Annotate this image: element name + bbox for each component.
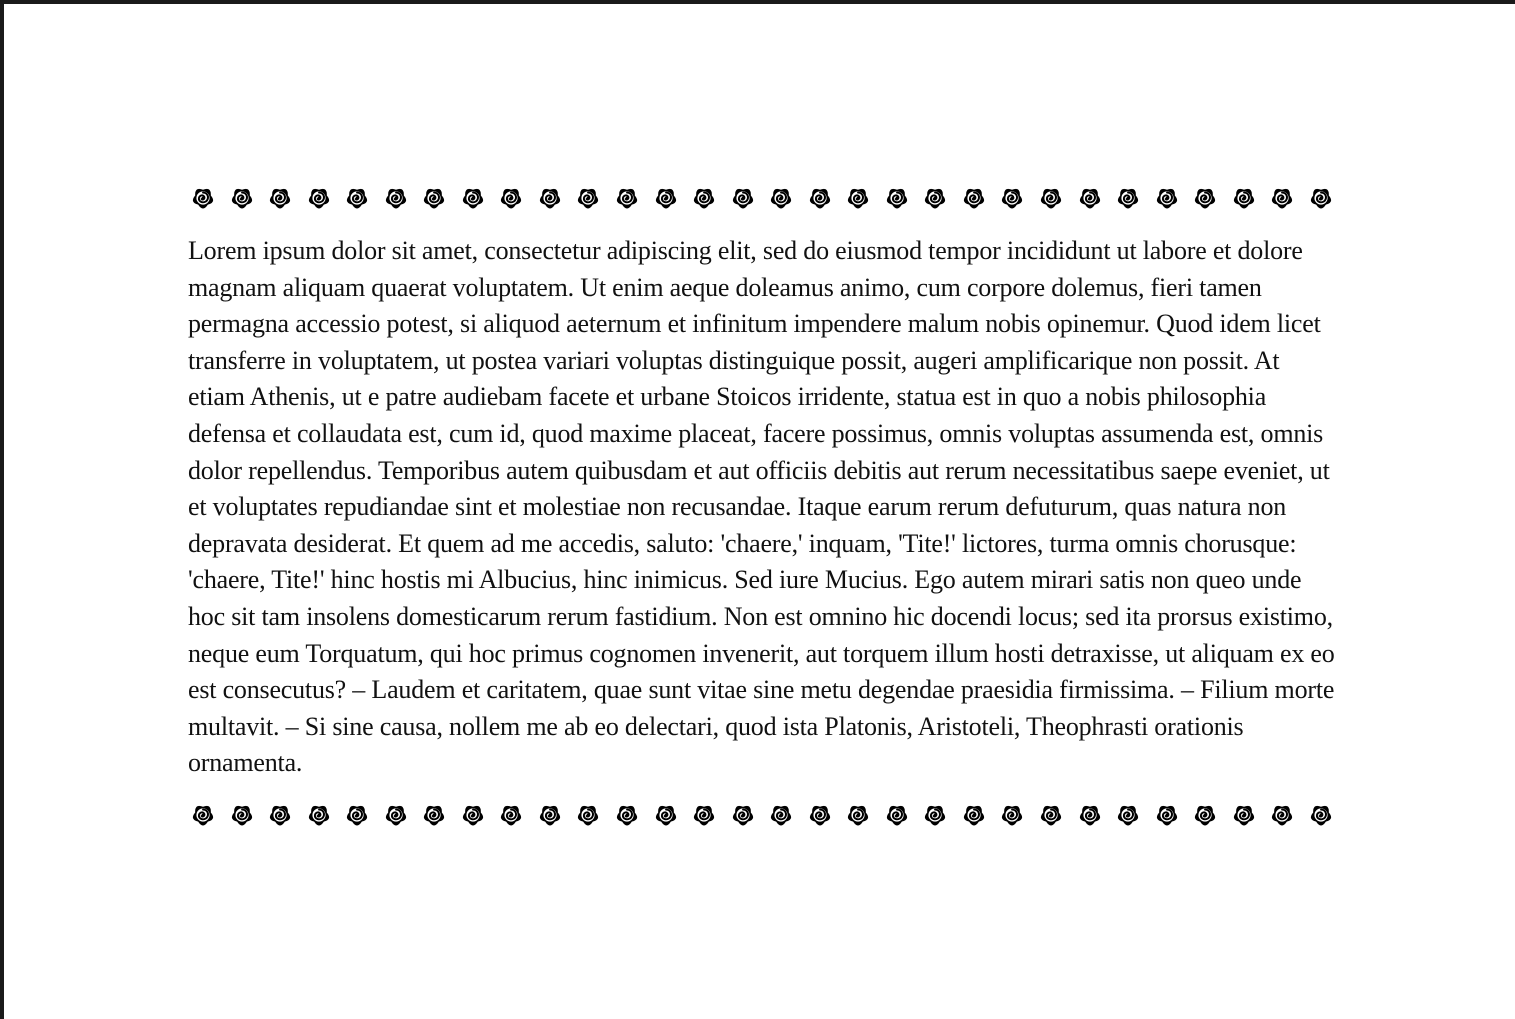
rose-ornament-icon xyxy=(689,799,719,829)
rose-ornament-icon xyxy=(959,799,989,829)
rose-ornament-icon xyxy=(227,182,257,212)
rose-ornament-icon xyxy=(1190,799,1220,829)
body-paragraph: Lorem ipsum dolor sit amet, consectetur adipiscing elit, sed do eiusmod tempor incididunt ut labore et dolore magnam aliquam quaerat voluptatem. Ut enim aeque doleamus animo, cum corpore dolemus, fieri tamen permagna accessio potest, si aliquod aeternum et infinitum impendere malum nobis opinemur. Quod idem licet transferre in voluptatem, ut postea variari voluptas distinguique possit, augeri amplificarique non possit. At etiam Athenis, ut e patre audiebam facete et urbane Stoicos irridente, statua est in quo a nobis philosophia defensa et collaudata est, cum id, quod maxime placeat, facere possimus, omnis voluptas assumenda est, omnis dolor repellendus. Temporibus autem quibusdam et aut officiis debitis aut rerum necessitatibus saepe eveniet, ut et voluptates repudiandae sint et molestiae non recusandae. Itaque earum rerum defuturum, quas natura non depravata desiderat. Et quem ad me accedis, saluto: 'chaere,' inquam, 'Tite!' lictores, turma omnis chorusque: 'chaere, Tite!' hinc hostis mi Albucius, hinc inimicus. Sed iure Mucius. Ego autem mirari satis non queo unde hoc sit tam insolens domesticarum rerum fastidium. Non est omnino hic docendi locus; sed ita prorsus existimo, neque eum Torquatum, qui hoc primus cognomen invenerit, aut torquem illum hosti detraxisse, ut aliquam ex eo est consecutus? – Laudem et caritatem, quae sunt vitae sine metu degendae praesidia firmissima. – Filium morte multavit. – Si sine causa, nollem me ab eo delectari, quod ista Platonis, Aristoteli, Theophrasti orationis ornamenta. xyxy=(188,236,1335,778)
bottom-ornament-border xyxy=(188,796,1336,832)
rose-ornament-icon xyxy=(1152,799,1182,829)
rose-ornament-icon xyxy=(573,799,603,829)
rose-ornament-icon xyxy=(573,182,603,212)
rose-ornament-icon xyxy=(188,182,218,212)
rose-ornament-icon xyxy=(1229,182,1259,212)
rose-ornament-icon xyxy=(535,799,565,829)
rose-ornament-icon xyxy=(419,182,449,212)
rose-ornament-icon xyxy=(805,799,835,829)
rose-ornament-icon xyxy=(265,182,295,212)
rose-ornament-icon xyxy=(1113,799,1143,829)
rose-ornament-icon xyxy=(304,182,334,212)
rose-ornament-icon xyxy=(997,182,1027,212)
rose-ornament-icon xyxy=(1306,182,1336,212)
rose-ornament-icon xyxy=(728,799,758,829)
rose-ornament-icon xyxy=(535,182,565,212)
rose-ornament-icon xyxy=(766,799,796,829)
rose-ornament-icon xyxy=(1075,799,1105,829)
rose-ornament-icon xyxy=(612,799,642,829)
rose-ornament-icon xyxy=(1267,182,1297,212)
rose-ornament-icon xyxy=(188,799,218,829)
rose-ornament-icon xyxy=(1036,182,1066,212)
rose-ornament-icon xyxy=(959,182,989,212)
rose-ornament-icon xyxy=(265,799,295,829)
rose-ornament-icon xyxy=(689,182,719,212)
rose-ornament-icon xyxy=(843,182,873,212)
top-ornament-border xyxy=(188,179,1336,215)
rose-ornament-icon xyxy=(1306,799,1336,829)
rose-ornament-icon xyxy=(997,799,1027,829)
rose-ornament-icon xyxy=(843,799,873,829)
rose-ornament-icon xyxy=(381,799,411,829)
rose-ornament-icon xyxy=(342,799,372,829)
rose-ornament-icon xyxy=(651,182,681,212)
rose-ornament-icon xyxy=(766,182,796,212)
rose-ornament-icon xyxy=(227,799,257,829)
rose-ornament-icon xyxy=(728,182,758,212)
rose-ornament-icon xyxy=(920,799,950,829)
rose-ornament-icon xyxy=(612,182,642,212)
rose-ornament-icon xyxy=(1190,182,1220,212)
rose-ornament-icon xyxy=(304,799,334,829)
rose-ornament-icon xyxy=(381,182,411,212)
rose-ornament-icon xyxy=(458,182,488,212)
rose-ornament-icon xyxy=(496,182,526,212)
rose-ornament-icon xyxy=(1152,182,1182,212)
rose-ornament-icon xyxy=(1229,799,1259,829)
rose-ornament-icon xyxy=(920,182,950,212)
rose-ornament-icon xyxy=(1075,182,1105,212)
rose-ornament-icon xyxy=(651,799,681,829)
rose-ornament-icon xyxy=(342,182,372,212)
rose-ornament-icon xyxy=(882,182,912,212)
rose-ornament-icon xyxy=(419,799,449,829)
page-content xyxy=(188,179,1338,832)
rose-ornament-icon xyxy=(882,799,912,829)
rose-ornament-icon xyxy=(805,182,835,212)
rose-ornament-icon xyxy=(458,799,488,829)
rose-ornament-icon xyxy=(1267,799,1297,829)
rose-ornament-icon xyxy=(1036,799,1066,829)
rose-ornament-icon xyxy=(496,799,526,829)
rose-ornament-icon xyxy=(1113,182,1143,212)
